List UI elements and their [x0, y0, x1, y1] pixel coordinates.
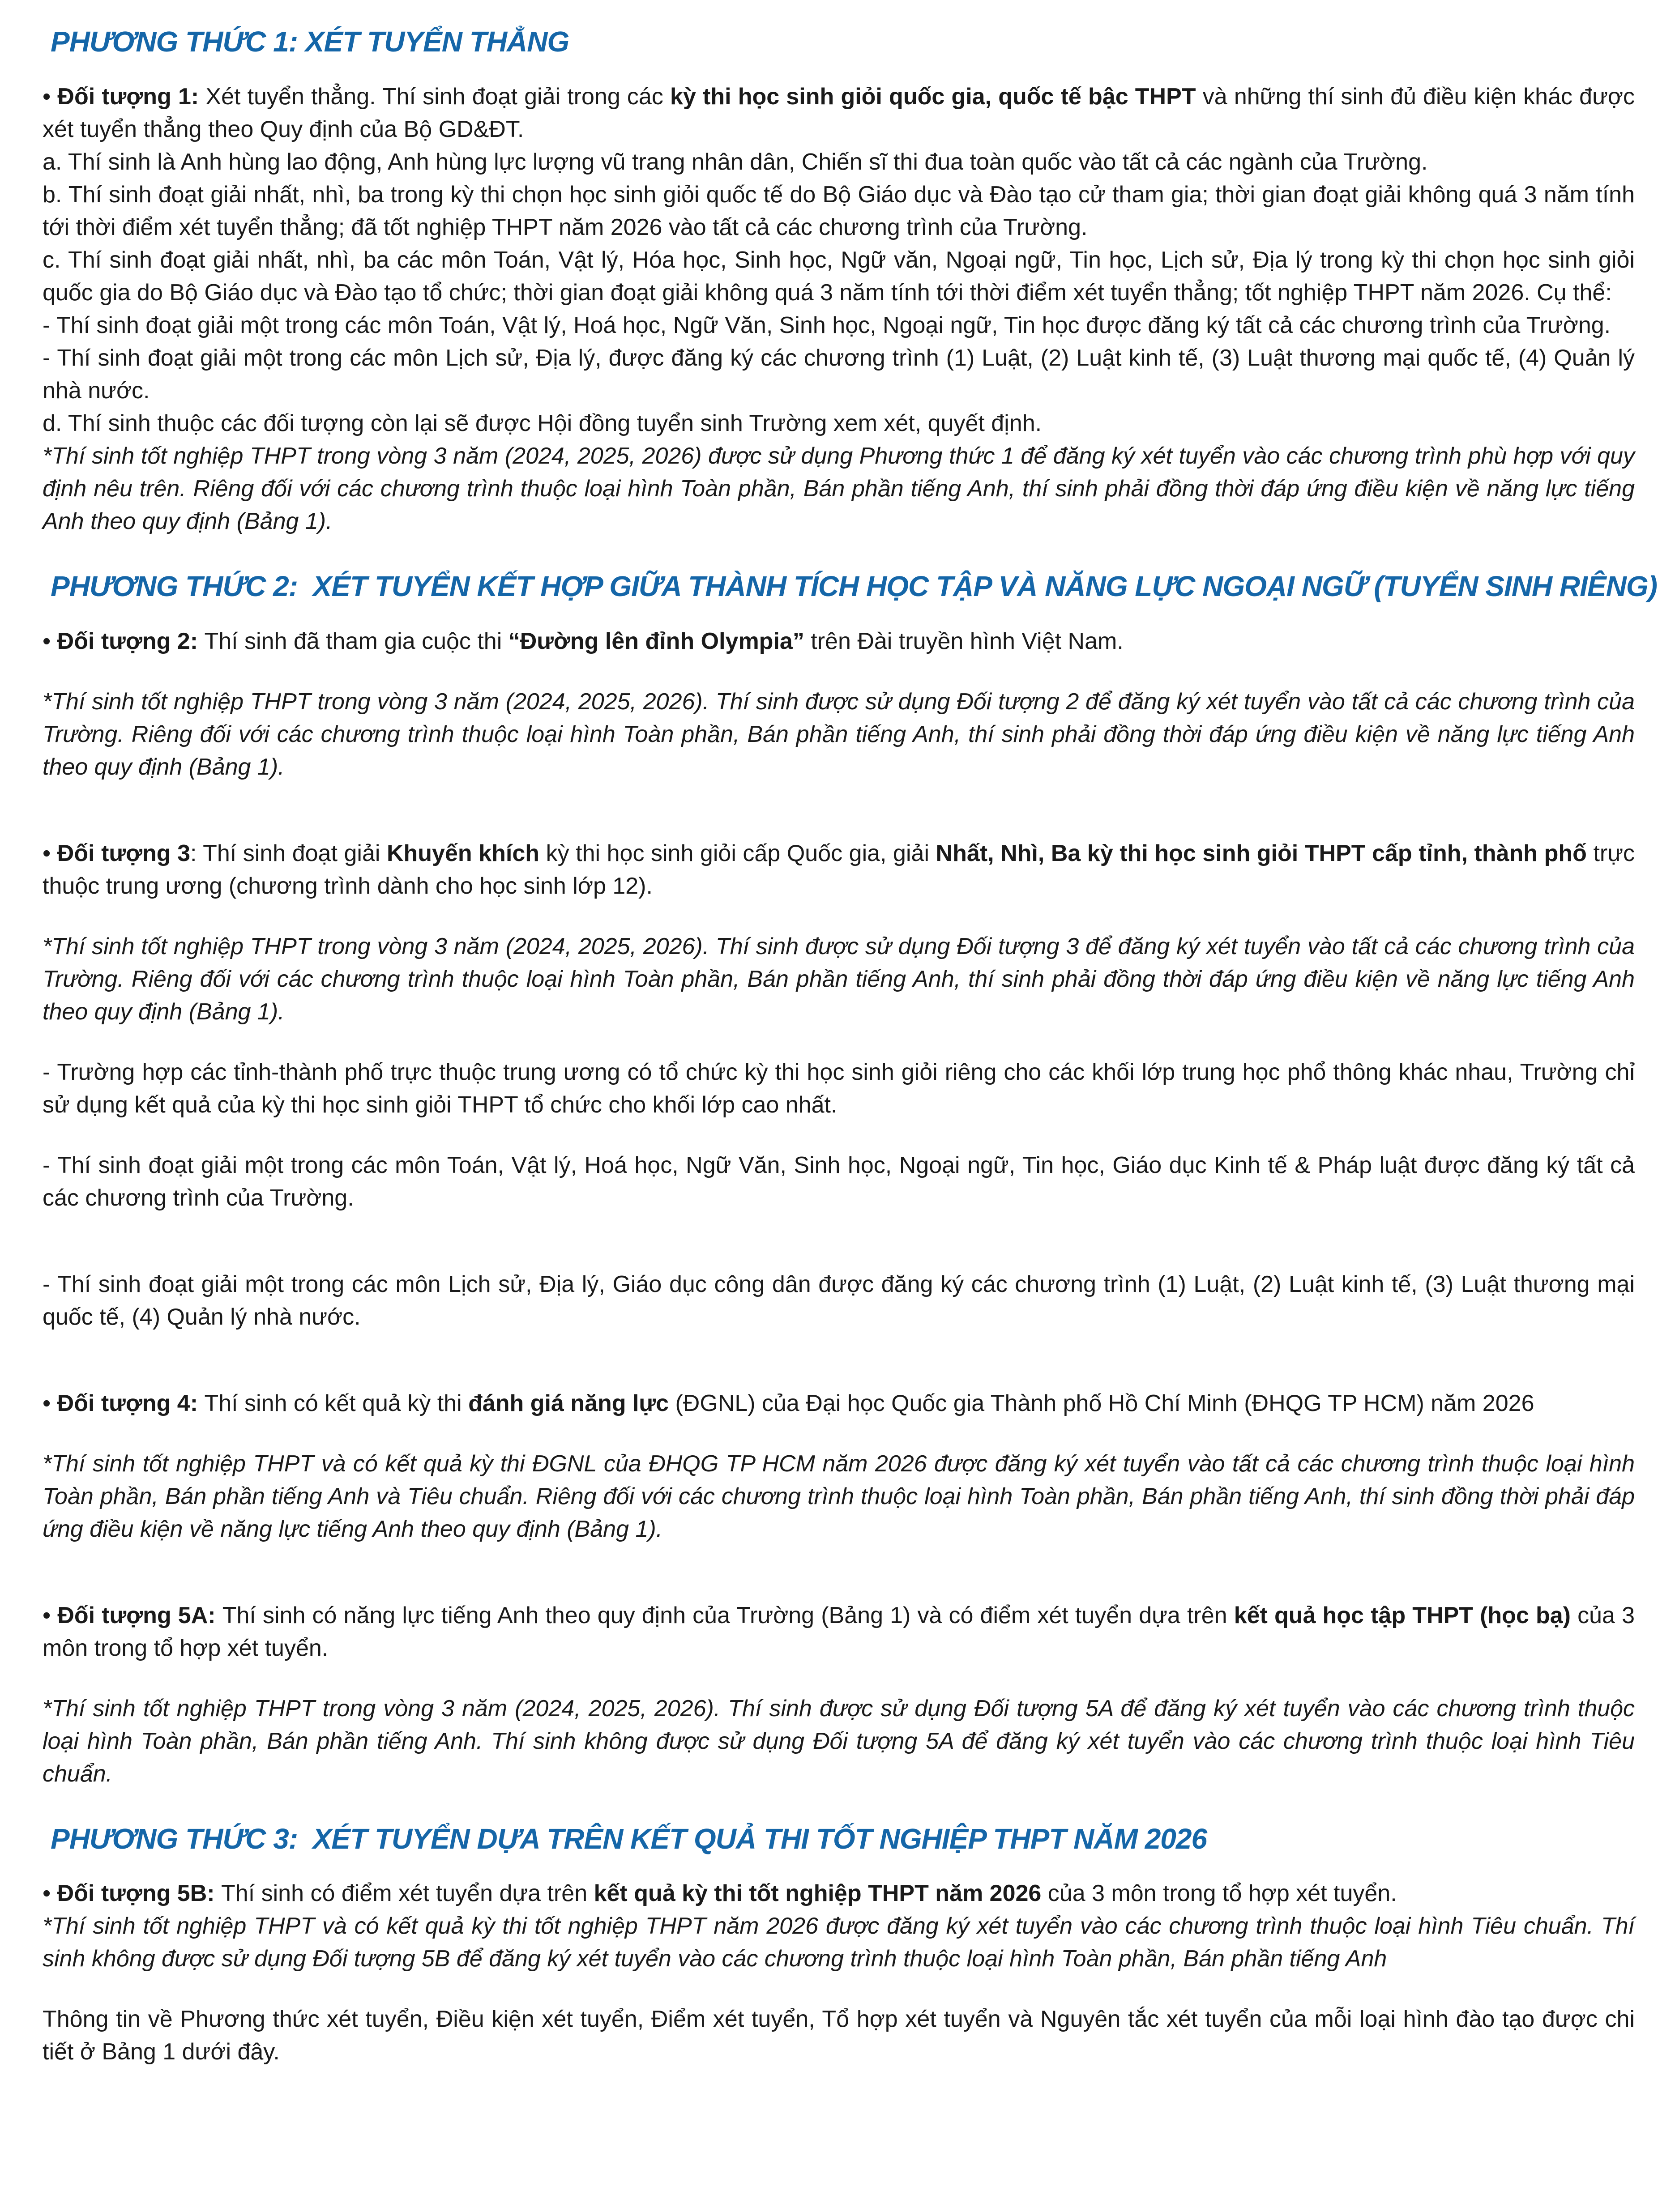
body-paragraph: [43, 1599, 1635, 1665]
body-paragraph: [43, 625, 1635, 658]
section-2-body: [43, 625, 1635, 1790]
text-run: : Thí sinh đoạt giải: [190, 840, 387, 866]
body-paragraph: [43, 309, 1635, 342]
text-run: c. Thí sinh đoạt giải nhất, nhì, ba các môn Toán, Vật lý, Hóa học, Sinh học, Ngữ văn, Ngoại ngữ, Tin học, Lịch sử, Địa lý trong kỳ thi chọn học sinh giỏi quốc gia do Bộ Giáo dục và Đào tạo tổ chức; thời gian đoạt giải không quá 3 năm tính tới thời điểm xét tuyển thẳng; tốt nghiệp THPT năm 2026. Cụ thể:: [43, 247, 1635, 306]
text-run: b. Thí sinh đoạt giải nhất, nhì, ba trong kỳ thi chọn học sinh giỏi quốc tế do Bộ Giáo dục và Đào tạo cử tham gia; thời gian đoạt giải không quá 3 năm tính tới thời điểm xét tuyển thẳng; đã tốt nghiệp THPT năm 2026 vào tất cả các chương trình của Trường.: [43, 181, 1635, 240]
text-run: *Thí sinh tốt nghiệp THPT và có kết quả kỳ thi tốt nghiệp THPT năm 2026 được đăng ký xét tuyển vào các chương trình thuộc loại hình Tiêu chuẩn. Thí sinh không được sử dụng Đối tượng 5B để đăng ký xét tuyển vào các chương trình thuộc loại hình Toàn phần, Bán phần tiếng Anh: [43, 1913, 1635, 1972]
text-run: a. Thí sinh là Anh hùng lao động, Anh hùng lực lượng vũ trang nhân dân, Chiến sĩ thi đua toàn quốc vào tất cả các ngành của Trường.: [43, 149, 1428, 175]
text-run: •: [43, 1390, 57, 1416]
text-run: của 3 môn trong tổ hợp xét tuyển.: [1041, 1880, 1397, 1907]
bold-text-run: đánh giá năng lực: [468, 1390, 669, 1416]
text-run: *Thí sinh tốt nghiệp THPT trong vòng 3 năm (2024, 2025, 2026) được sử dụng Phương thức 1 để đăng ký xét tuyển vào các chương trình phù hợp với quy định nêu trên. Riêng đối với các chương trình thuộc loại hình Toàn phần, Bán phần tiếng Anh, thí sinh phải đồng thời đáp ứng điều kiện về năng lực tiếng Anh theo quy định (Bảng 1).: [43, 443, 1635, 534]
body-paragraph: [43, 1056, 1635, 1121]
body-paragraph: [43, 1149, 1635, 1215]
text-run: - Thí sinh đoạt giải một trong các môn Toán, Vật lý, Hoá học, Ngữ Văn, Sinh học, Ngoại ngữ, Tin học, Giáo dục Kinh tế & Pháp luật được đăng ký tất cả các chương trình của Trường.: [43, 1152, 1635, 1211]
body-paragraph: [43, 1387, 1635, 1420]
text-run: Xét tuyển thẳng. Thí sinh đoạt giải trong các: [205, 83, 671, 110]
body-paragraph: [43, 81, 1635, 146]
text-run: - Thí sinh đoạt giải một trong các môn Lịch sử, Địa lý, được đăng ký các chương trình (1) Luật, (2) Luật kinh tế, (3) Luật thương mại quốc tế, (4) Quản lý nhà nước.: [43, 345, 1635, 404]
body-paragraph: [43, 2003, 1635, 2068]
body-paragraph: [43, 1877, 1635, 1910]
section-3-heading: PHƯƠNG THỨC 3: XÉT TUYỂN DỰA TRÊN KẾT QUẢ THI TỐT NGHIỆP THPT NĂM 2026: [51, 1822, 1207, 1855]
note-paragraph: [43, 1448, 1635, 1546]
bold-text-run: Đối tượng 3: [57, 840, 191, 866]
text-run: •: [43, 840, 57, 866]
bold-text-run: Đối tượng 5B:: [57, 1880, 222, 1907]
text-run: •: [43, 1880, 57, 1907]
text-run: *Thí sinh tốt nghiệp THPT trong vòng 3 năm (2024, 2025, 2026). Thí sinh được sử dụng Đối tượng 2 để đăng ký xét tuyển vào tất cả các chương trình của Trường. Riêng đối với các chương trình thuộc loại hình Toàn phần, Bán phần tiếng Anh, thí sinh phải đồng thời đáp ứng điều kiện về năng lực tiếng Anh theo quy định (Bảng 1).: [43, 688, 1635, 780]
section-method-2: [43, 569, 1657, 1790]
bold-text-run: “Đường lên đỉnh Olympia”: [508, 628, 804, 654]
body-paragraph: [43, 342, 1635, 407]
text-run: Thí sinh có kết quả kỳ thi: [204, 1390, 469, 1416]
text-run: Thí sinh đã tham gia cuộc thi: [204, 628, 508, 654]
text-run: trên Đài truyền hình Việt Nam.: [804, 628, 1124, 654]
text-run: d. Thí sinh thuộc các đối tượng còn lại sẽ được Hội đồng tuyển sinh Trường xem xét, quyết định.: [43, 410, 1042, 436]
bold-text-run: Đối tượng 4:: [57, 1390, 205, 1416]
text-run: *Thí sinh tốt nghiệp THPT và có kết quả kỳ thi ĐGNL của ĐHQG TP HCM năm 2026 được đăng ký xét tuyển vào tất cả các chương trình thuộc loại hình Toàn phần, Bán phần tiếng Anh và Tiêu chuẩn. Riêng đối với các chương trình thuộc loại hình Toàn phần, Bán phần tiếng Anh, thí sinh đồng thời phải đáp ứng điều kiện về năng lực tiếng Anh theo quy định (Bảng 1).: [43, 1450, 1635, 1542]
body-paragraph: [43, 837, 1635, 903]
note-paragraph: [43, 686, 1635, 784]
text-run: và những thí sinh đủ điều kiện khác được xét tuyển thẳng theo Quy định của Bộ GD&ĐT.: [43, 83, 1635, 142]
section-method-1: [43, 25, 1635, 538]
text-run: *Thí sinh tốt nghiệp THPT trong vòng 3 năm (2024, 2025, 2026). Thí sinh được sử dụng Đối tượng 5A để đăng ký xét tuyển vào các chương trình thuộc loại hình Toàn phần, Bán phần tiếng Anh. Thí sinh không được sử dụng Đối tượng 5A để đăng ký xét tuyển vào các chương trình thuộc loại hình Tiêu chuẩn.: [43, 1695, 1635, 1787]
text-run: Thí sinh có điểm xét tuyển dựa trên: [221, 1880, 594, 1907]
text-run: (ĐGNL) của Đại học Quốc gia Thành phố Hồ Chí Minh (ĐHQG TP HCM) năm 2026: [669, 1390, 1534, 1416]
bold-text-run: kết quả kỳ thi tốt nghiệp THPT năm 2026: [594, 1880, 1042, 1907]
text-run: •: [43, 1602, 58, 1628]
body-paragraph: [43, 1268, 1635, 1334]
text-run: Thí sinh có năng lực tiếng Anh theo quy định của Trường (Bảng 1) và có điểm xét tuyển dựa trên: [222, 1602, 1234, 1628]
text-run: trực thuộc trung ương (chương trình dành cho học sinh lớp 12).: [43, 840, 1635, 899]
text-run: *Thí sinh tốt nghiệp THPT trong vòng 3 năm (2024, 2025, 2026). Thí sinh được sử dụng Đối tượng 3 để đăng ký xét tuyển vào tất cả các chương trình của Trường. Riêng đối với các chương trình thuộc loại hình Toàn phần, Bán phần tiếng Anh, thí sinh phải đồng thời đáp ứng điều kiện về năng lực tiếng Anh theo quy định (Bảng 1).: [43, 933, 1635, 1025]
bold-text-run: kỳ thi học sinh giỏi quốc gia, quốc tế bậc THPT: [670, 83, 1196, 110]
bold-text-run: Khuyến khích: [386, 840, 540, 866]
text-run: của 3 môn trong tổ hợp xét tuyển.: [43, 1602, 1635, 1661]
text-run: •: [43, 83, 58, 110]
bold-text-run: Đối tượng 5A:: [57, 1602, 222, 1628]
text-run: Thông tin về Phương thức xét tuyển, Điều kiện xét tuyển, Điểm xét tuyển, Tổ hợp xét tuyển và Nguyên tắc xét tuyển của mỗi loại hình đào tạo được chi tiết ở Bảng 1 dưới đây.: [43, 2006, 1635, 2065]
section-method-3: [43, 1822, 1635, 2069]
section-1-heading: PHƯƠNG THỨC 1: XÉT TUYỂN THẲNG: [51, 26, 569, 58]
bold-text-run: Đối tượng 1:: [57, 83, 206, 110]
section-3-body: [43, 1877, 1635, 2068]
note-paragraph: [43, 440, 1635, 538]
section-1-body: [43, 81, 1635, 538]
note-paragraph: [43, 1910, 1635, 1975]
text-run: - Thí sinh đoạt giải một trong các môn Lịch sử, Địa lý, Giáo dục công dân được đăng ký các chương trình (1) Luật, (2) Luật kinh tế, (3) Luật thương mại quốc tế, (4) Quản lý nhà nước.: [43, 1271, 1635, 1330]
text-run: - Thí sinh đoạt giải một trong các môn Toán, Vật lý, Hoá học, Ngữ Văn, Sinh học, Ngoại ngữ, Tin học được đăng ký tất cả các chương trình của Trường.: [43, 312, 1611, 338]
body-paragraph: [43, 244, 1635, 309]
note-paragraph: [43, 1692, 1635, 1790]
body-paragraph: [43, 407, 1635, 440]
bold-text-run: Nhất, Nhì, Ba kỳ thi học sinh giỏi THPT cấp tỉnh, thành phố: [936, 840, 1587, 866]
text-run: •: [43, 628, 57, 654]
bold-text-run: kết quả học tập THPT (học bạ): [1234, 1602, 1571, 1628]
bold-text-run: Đối tượng 2:: [57, 628, 205, 654]
body-paragraph: [43, 179, 1635, 244]
note-paragraph: [43, 930, 1635, 1028]
text-run: - Trường hợp các tỉnh-thành phố trực thuộc trung ương có tổ chức kỳ thi học sinh giỏi riêng cho các khối lớp trung học phổ thông khác nhau, Trường chỉ sử dụng kết quả của kỳ thi học sinh giỏi THPT tổ chức cho khối lớp cao nhất.: [43, 1059, 1635, 1118]
body-paragraph: [43, 146, 1635, 179]
text-run: kỳ thi học sinh giỏi cấp Quốc gia, giải: [539, 840, 936, 866]
section-2-heading: PHƯƠNG THỨC 2: XÉT TUYỂN KẾT HỢP GIỮA THÀNH TÍCH HỌC TẬP VÀ NĂNG LỰC NGOẠI NGỮ (TUYỂN SINH RIÊNG): [51, 570, 1657, 602]
